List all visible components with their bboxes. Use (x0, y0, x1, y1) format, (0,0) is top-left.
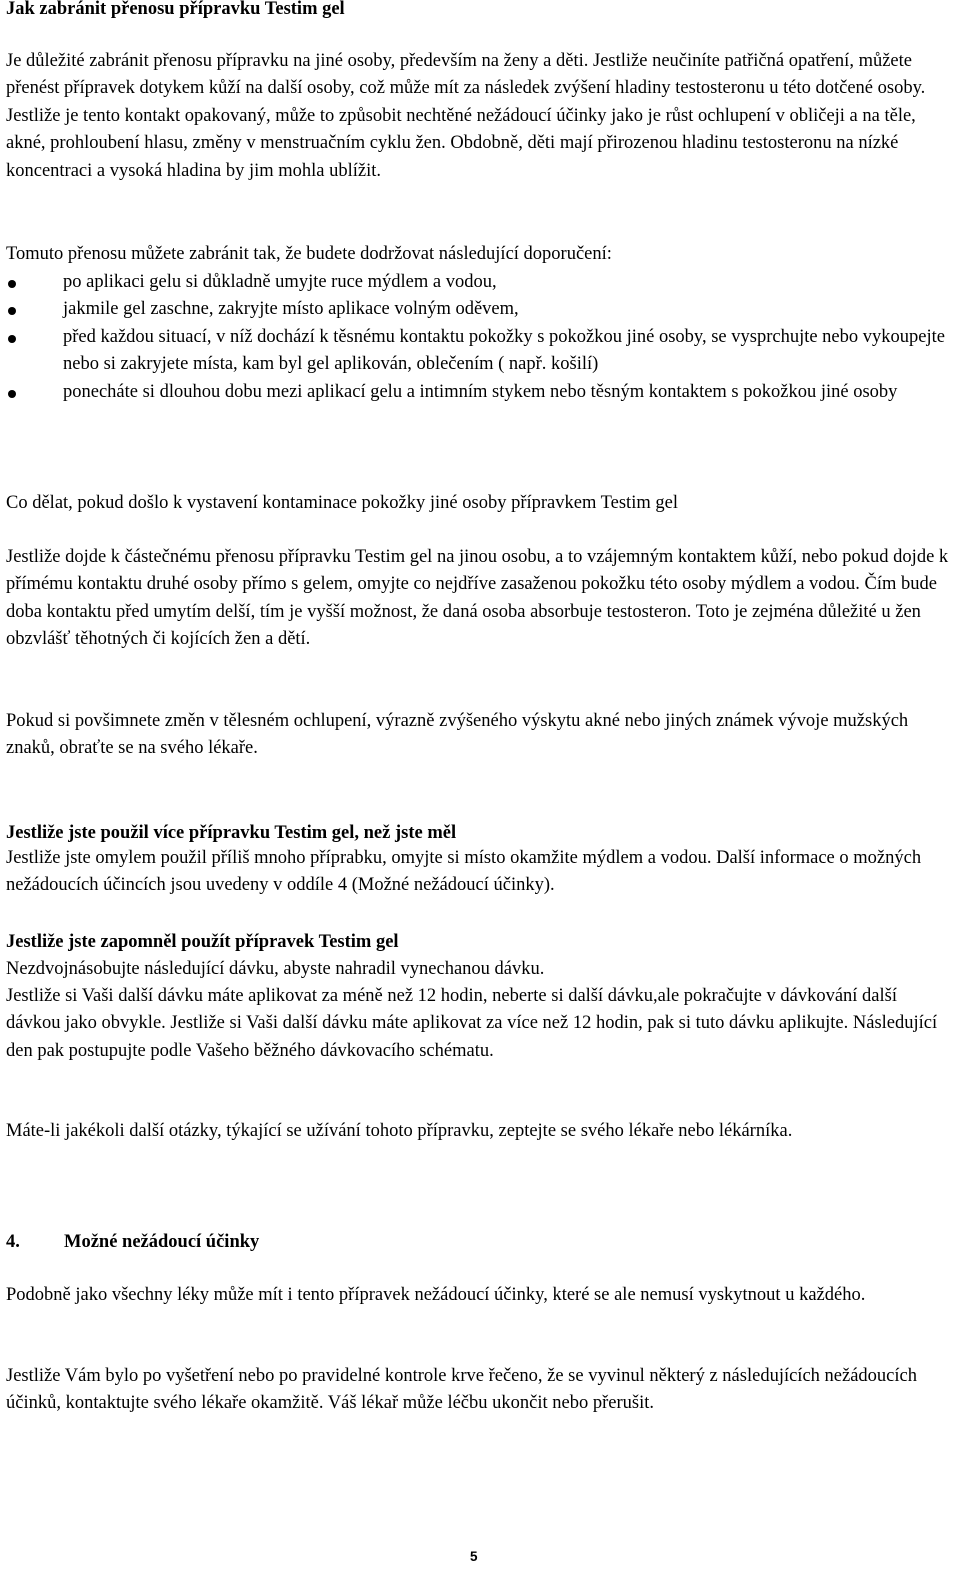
prevention-list (6, 269, 956, 406)
paragraph-side-effects-1: Podobně jako všechny léky může mít i tento přípravek nežádoucí účinky, které se ale nemusí vyskytnout u každého. (6, 1285, 866, 1305)
paragraph-contamination-2: Pokud si povšimnete změn v tělesném ochlupení, výrazně zvýšeného výskytu akné nebo jiných známek vývoje mužských znaků, obraťte se na svého lékaře. (6, 711, 909, 759)
bullet-icon (8, 335, 16, 343)
paragraph-overdose: Jestliže jste omylem použil příliš mnoho příprabku, omyjte si místo okamžite mýdlem a vodou. Další informace o možných nežádoucích účincích jsou uvedeny v oddíle 4 (Možné nežádoucí účinky). (6, 848, 922, 896)
list-item-text: po aplikaci gelu si důkladně umyjte ruce mýdlem a vodou, (63, 272, 497, 292)
list-item (6, 379, 956, 406)
paragraph-contamination-1: Jestliže dojde k částečnému přenosu přípravku Testim gel na jinou osobu, a to vzájemným kontaktem kůží, nebo pokud dojde k přímému kontaktu druhé osoby přímo s gelem, omyjte co nejdříve zasaženou pokožku této osoby mýdlem a vodou. Čím bude doba kontaktu před umytím delší, tím je vyšší možnost, že daná osoba absorbuje testosteron. Toto je zejména důležité u žen obzvlášť těhotných či kojících žen a dětí. (6, 547, 949, 650)
paragraph-side-effects-2: Jestliže Vám bylo po vyšetření nebo po pravidelné kontrole krve řečeno, že se vyvinul některý z následujících nežádoucích účinků, kontaktujte svého lékaře okamžitě. Váš lékař může léčbu ukončit nebo přerušit. (6, 1366, 917, 1414)
bullet-icon (8, 280, 16, 288)
list-item (6, 324, 956, 379)
list-item-text: jakmile gel zaschne, zakryjte místo aplikace volným oděvem, (63, 299, 519, 320)
heading-contamination: Co dělat, pokud došlo k vystavení kontaminace pokožky jiné osoby přípravkem Testim gel (6, 493, 678, 513)
bullet-icon (8, 307, 16, 315)
heading-missed-dose: Jestliže jste zapomněl použít přípravek Testim gel (6, 932, 399, 952)
paragraph-questions: Máte-li jakékoli další otázky, týkající se užívání tohoto přípravku, zeptejte se svého lékaře nebo lékárníka. (6, 1121, 793, 1141)
heading-transfer: Jak zabránit přenosu přípravku Testim gel (6, 0, 345, 19)
paragraph-missed-2: Jestliže si Vaši další dávku máte aplikovat za méně než 12 hodin, neberte si další dávku,ale pokračujte v dávkování další dávkou jako obvykle. Jestliže si Vaši další dávku máte aplikovat za více než 12 hodin, pak si tuto dávku aplikujte. Následující den pak postupujte podle Vašeho běžného dávkovacího schématu. (6, 986, 938, 1061)
list-item (6, 296, 956, 323)
bullet-icon (8, 390, 16, 398)
heading-side-effects (6, 1229, 956, 1256)
paragraph-transfer-intro: Je důležité zabránit přenosu přípravku na jiné osoby, především na ženy a děti. Jestliže neučiníte patřičná opatření, můžete přenést přípravek dotykem kůží na další osoby, což může mít za následek zvýšení hladiny testosteronu u této dotčené osoby. Jestliže je tento kontakt opakovaný, může to způsobit nechtěné nežádoucí účinky jako je růst ochlupení v obličeji a na těle, akné, prohloubení hlasu, změny v menstruačním cyklu žen. Obdobně, děti mají přirozenou hladinu testosteronu na nízké koncentraci a vysoká hladina by jim mohla ublížit. (6, 51, 926, 181)
section-number: 4. (6, 1232, 20, 1252)
heading-overdose: Jestliže jste použil více přípravku Testim gel, než jste měl (6, 823, 457, 843)
paragraph-missed-1: Nezdvojnásobujte následující dávku, abyste nahradil vynechanou dávku. (6, 959, 545, 979)
list-item-text: před každou situací, v níž dochází k těsnému kontaktu pokožky s pokožkou jiné osoby, se vysprchujte nebo vykoupejte nebo si zakryjete místa, kam byl gel aplikován, oblečením ( např. košilí) (63, 326, 945, 375)
paragraph-list-intro: Tomuto přenosu můžete zabránit tak, že budete dodržovat následující doporučení: (6, 244, 612, 264)
list-item-text: ponecháte si dlouhou dobu mezi aplikací gelu a intimním stykem nebo těsným kontaktem s pokožkou jiné osoby (63, 381, 898, 402)
list-item (6, 269, 956, 296)
section-title: Možné nežádoucí účinky (64, 1232, 260, 1252)
page-number: 5 (470, 1549, 478, 1564)
